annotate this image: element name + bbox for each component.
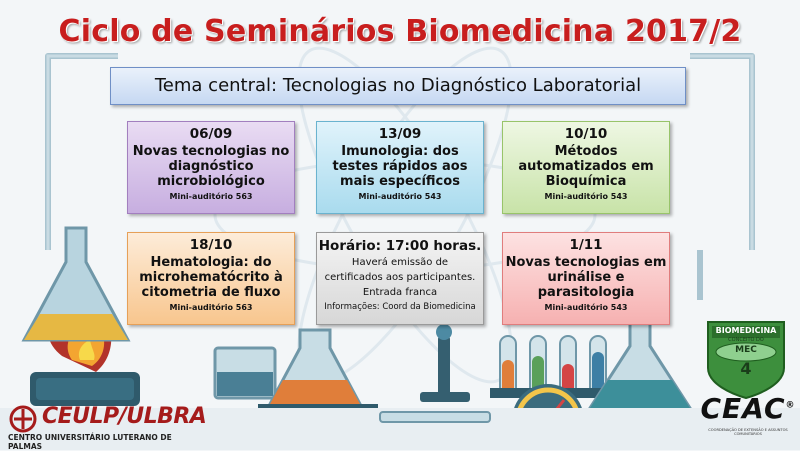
badge-caption: CONCEITO DO <box>728 337 764 343</box>
seminar-date: 1/11 <box>569 237 603 253</box>
seminar-room: Mini-auditório 543 <box>544 192 628 201</box>
mec-badge <box>706 318 786 390</box>
ceulp-subtitle: CENTRO UNIVERSITÁRIO LUTERANO DE PALMAS <box>8 433 172 451</box>
seminar-topic: Novas tecnologias em urinálise e parasitologia <box>505 255 667 300</box>
seminar-card <box>127 121 295 214</box>
ceulp-name: CEULP/ULBRA <box>42 404 207 429</box>
seminar-date: 18/10 <box>189 237 233 253</box>
seminar-card <box>316 121 484 214</box>
ceac-logo <box>700 392 796 448</box>
seminar-date: 10/10 <box>564 126 608 142</box>
ceac-name: CEAC® <box>700 392 796 425</box>
seminar-date: 06/09 <box>189 126 233 142</box>
seminar-topic: Novas tecnologias no diagnóstico microbiológico <box>132 144 290 189</box>
info-line: Entrada franca <box>362 287 438 298</box>
beaker-group-center <box>215 330 378 412</box>
page-title: Ciclo de Seminários Biomedicina 2017/2 <box>58 14 742 49</box>
badge-course: BIOMEDICINA <box>715 326 777 335</box>
ceulp-emblem-icon <box>8 405 38 433</box>
seminar-room: Mini-auditório 563 <box>169 303 253 312</box>
seminar-topic: Imunologia: dos testes rápidos aos mais específicos <box>332 144 468 189</box>
seminar-card <box>502 232 670 325</box>
ceac-subtitle: COORDENAÇÃO DE EXTENSÃO E ASSUNTOS COMUNITÁRIOS <box>708 428 788 436</box>
badge-score: 4 <box>740 359 752 378</box>
seminar-room: Mini-auditório 563 <box>169 192 253 201</box>
seminar-room: Mini-auditório 543 <box>358 192 442 201</box>
seminar-topic: Hematologia: do microhematócrito à citometria de fluxo <box>139 255 283 300</box>
seminar-topic: Métodos automatizados em Bioquímica <box>518 144 654 189</box>
seminar-card <box>502 121 670 214</box>
seminar-room: Mini-auditório 543 <box>544 303 628 312</box>
schedule-time: Horário: 17:00 horas. <box>318 238 482 254</box>
info-line: Haverá emissão de <box>351 257 449 268</box>
info-contact: Informações: Coord da Biomedicina <box>324 302 476 312</box>
info-card <box>316 232 484 325</box>
badge-mec: MEC <box>735 345 757 355</box>
seminar-date: 13/09 <box>378 126 422 142</box>
microscope-icon <box>420 324 470 402</box>
info-line: certificados aos participantes. <box>324 272 476 283</box>
ceulp-ulbra-logo <box>8 404 208 451</box>
seminar-card <box>127 232 295 325</box>
central-theme-banner: Tema central: Tecnologias no Diagnóstico Laboratorial <box>110 67 686 105</box>
